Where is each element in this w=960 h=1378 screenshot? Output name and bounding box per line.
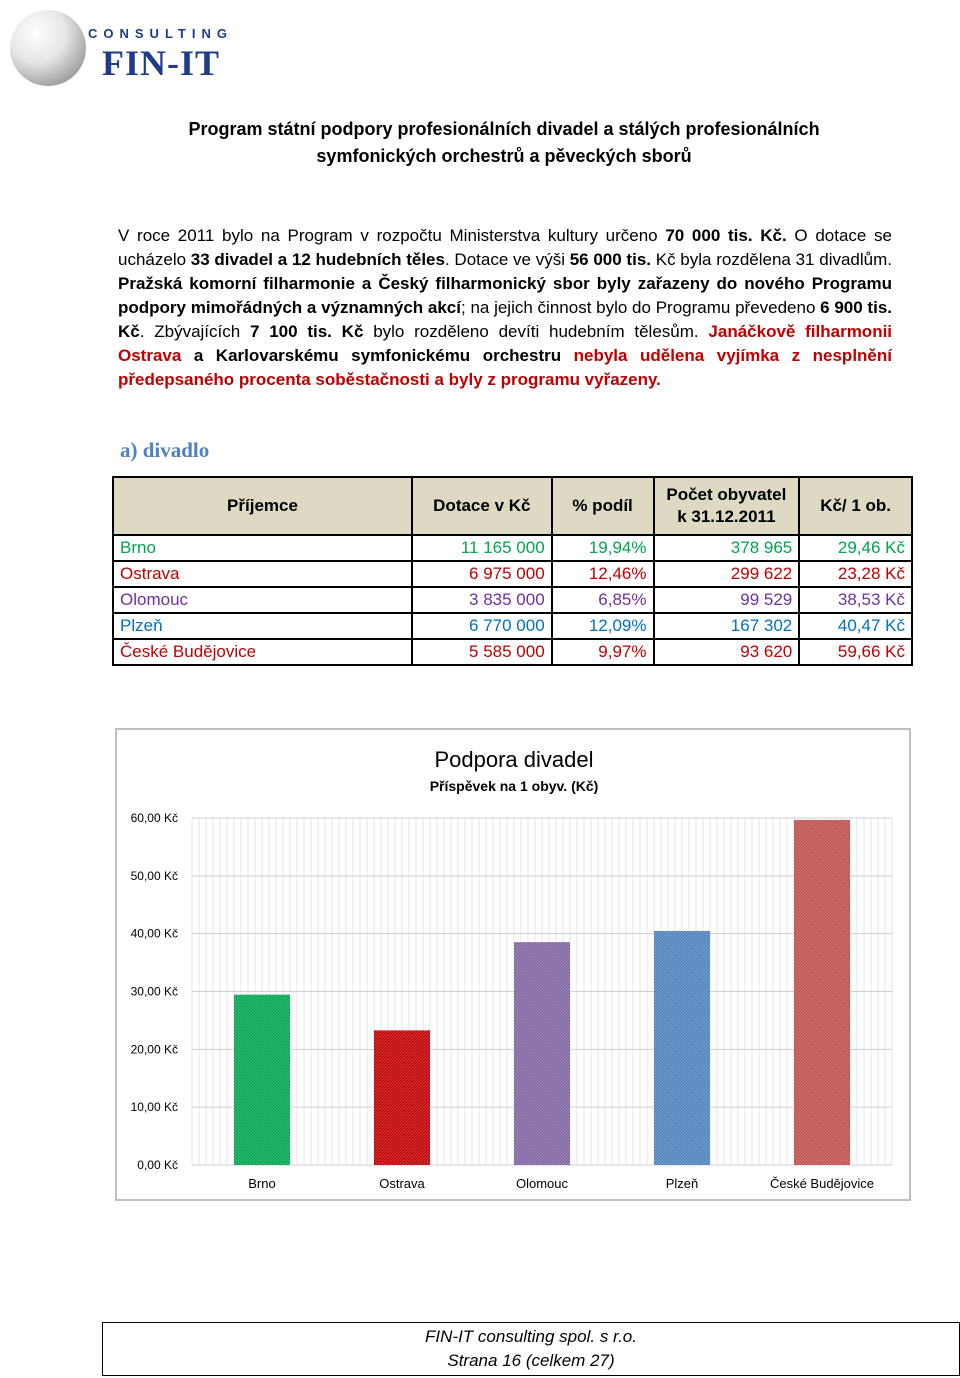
cell-per-capita: 40,47 Kč xyxy=(799,613,912,639)
bar-texture xyxy=(514,942,570,1165)
y-tick-label: 60,00 Kč xyxy=(130,811,178,825)
y-tick-label: 0,00 Kč xyxy=(137,1158,178,1172)
cell-dotace: 11 165 000 xyxy=(412,535,552,561)
page-title xyxy=(130,116,878,170)
para-s5: . Dotace ve výši xyxy=(444,250,570,269)
cell-city: České Budějovice xyxy=(113,639,412,665)
cell-podil: 6,85% xyxy=(552,587,654,613)
table-row xyxy=(113,587,912,613)
para-s7: Kč byla rozdělena 31 divadlům. xyxy=(651,250,892,269)
cell-city: Plzeň xyxy=(113,613,412,639)
title-line-1: Program státní podpory profesionálních divadel a stálých profesionálních xyxy=(188,119,820,139)
bar-texture xyxy=(234,995,290,1165)
cell-city: Olomouc xyxy=(113,587,412,613)
y-tick-label: 40,00 Kč xyxy=(130,926,178,941)
cell-dotace: 6 975 000 xyxy=(412,561,552,587)
para-s1: V roce 2011 bylo na Program v rozpočtu Ministerstva kultury určeno xyxy=(118,226,666,245)
company-logo xyxy=(4,4,233,100)
bar-chart xyxy=(115,728,911,1201)
cell-city: Ostrava xyxy=(113,561,412,587)
cell-podil: 12,09% xyxy=(552,613,654,639)
logo-consulting-text: CONSULTING xyxy=(88,26,233,41)
cell-per-capita: 59,66 Kč xyxy=(799,639,912,665)
cell-dotace: 6 770 000 xyxy=(412,613,552,639)
para-s9: ; na jejich činnost bylo do Programu převedeno xyxy=(460,298,821,317)
para-s16: nebyla udělena vyjímka z nesplnění předepsaného procenta soběstačnosti a byly z programu vyřazeny. xyxy=(118,346,892,389)
x-tick-label: Ostrava xyxy=(379,1176,425,1191)
cell-population: 167 302 xyxy=(654,613,800,639)
header-podil: % podíl xyxy=(552,477,654,535)
cell-population: 93 620 xyxy=(654,639,800,665)
header-population-line1: Počet obyvatel xyxy=(666,485,787,504)
para-s11: . Zbývajících xyxy=(139,322,250,341)
cell-podil: 9,97% xyxy=(552,639,654,665)
cell-dotace: 5 585 000 xyxy=(412,639,552,665)
table-row xyxy=(113,613,912,639)
para-s12: 7 100 tis. Kč xyxy=(249,322,364,341)
page-footer xyxy=(102,1322,960,1376)
header-per-capita: Kč/ 1 ob. xyxy=(799,477,912,535)
para-s3: O dotace se ucházelo xyxy=(118,226,893,269)
table-row xyxy=(113,535,912,561)
bar-texture xyxy=(654,931,710,1165)
cell-per-capita: 38,53 Kč xyxy=(799,587,912,613)
logo-sphere-icon xyxy=(10,10,86,86)
chart-svg xyxy=(117,730,909,1199)
cell-city: Brno xyxy=(113,535,412,561)
y-tick-label: 50,00 Kč xyxy=(130,868,178,883)
y-tick-label: 30,00 Kč xyxy=(130,984,178,999)
para-s14: Janáčkově filharmonii Ostrava xyxy=(118,322,893,365)
cell-population: 99 529 xyxy=(654,587,800,613)
footer-company: FIN-IT consulting spol. s r.o. xyxy=(425,1327,637,1346)
cell-podil: 19,94% xyxy=(552,535,654,561)
table-header-row xyxy=(113,477,912,535)
header-dotace: Dotace v Kč xyxy=(412,477,552,535)
title-line-2: symfonických orchestrů a pěveckých sborů xyxy=(316,146,692,166)
para-s2: 70 000 tis. Kč. xyxy=(665,226,787,245)
para-s8: Pražská komorní filharmonie a Český filharmonický sbor byly zařazeny do nového Programu podpory mimořádných a významných akcí xyxy=(118,274,892,317)
para-s4: 33 divadel a 12 hudebních těles xyxy=(190,250,445,269)
table-row xyxy=(113,561,912,587)
bar-texture xyxy=(374,1030,430,1165)
header-population xyxy=(654,477,800,535)
bar-texture xyxy=(794,820,850,1165)
para-s13: bylo rozděleno devíti hudebním tělesům. xyxy=(363,322,709,341)
header-recipient: Příjemce xyxy=(113,477,412,535)
section-heading: a) divadlo xyxy=(120,438,210,462)
funding-table xyxy=(112,476,913,666)
cell-per-capita: 23,28 Kč xyxy=(799,561,912,587)
intro-paragraph xyxy=(118,224,892,392)
x-tick-label: Olomouc xyxy=(515,1176,569,1191)
x-tick-label: Brno xyxy=(248,1176,276,1191)
table-row xyxy=(113,639,912,665)
y-tick-label: 20,00 Kč xyxy=(130,1042,178,1057)
cell-population: 299 622 xyxy=(654,561,800,587)
x-tick-label: České Budějovice xyxy=(769,1176,875,1191)
para-s15: a Karlovarskému symfonickému orchestru xyxy=(181,346,574,365)
para-s10: 6 900 tis. Kč xyxy=(118,298,892,341)
y-tick-label: 10,00 Kč xyxy=(130,1100,178,1115)
x-tick-label: Plzeň xyxy=(665,1176,699,1191)
header-population-line2: k 31.12.2011 xyxy=(677,507,776,526)
cell-population: 378 965 xyxy=(654,535,800,561)
chart-title: Podpora divadel xyxy=(434,747,594,772)
para-s6: 56 000 tis. xyxy=(569,250,651,269)
footer-page-number: Strana 16 (celkem 27) xyxy=(447,1351,615,1370)
cell-podil: 12,46% xyxy=(552,561,654,587)
cell-per-capita: 29,46 Kč xyxy=(799,535,912,561)
chart-subtitle: Příspěvek na 1 obyv. (Kč) xyxy=(429,778,599,794)
logo-finit-text: FIN-IT xyxy=(102,43,221,83)
cell-dotace: 3 835 000 xyxy=(412,587,552,613)
